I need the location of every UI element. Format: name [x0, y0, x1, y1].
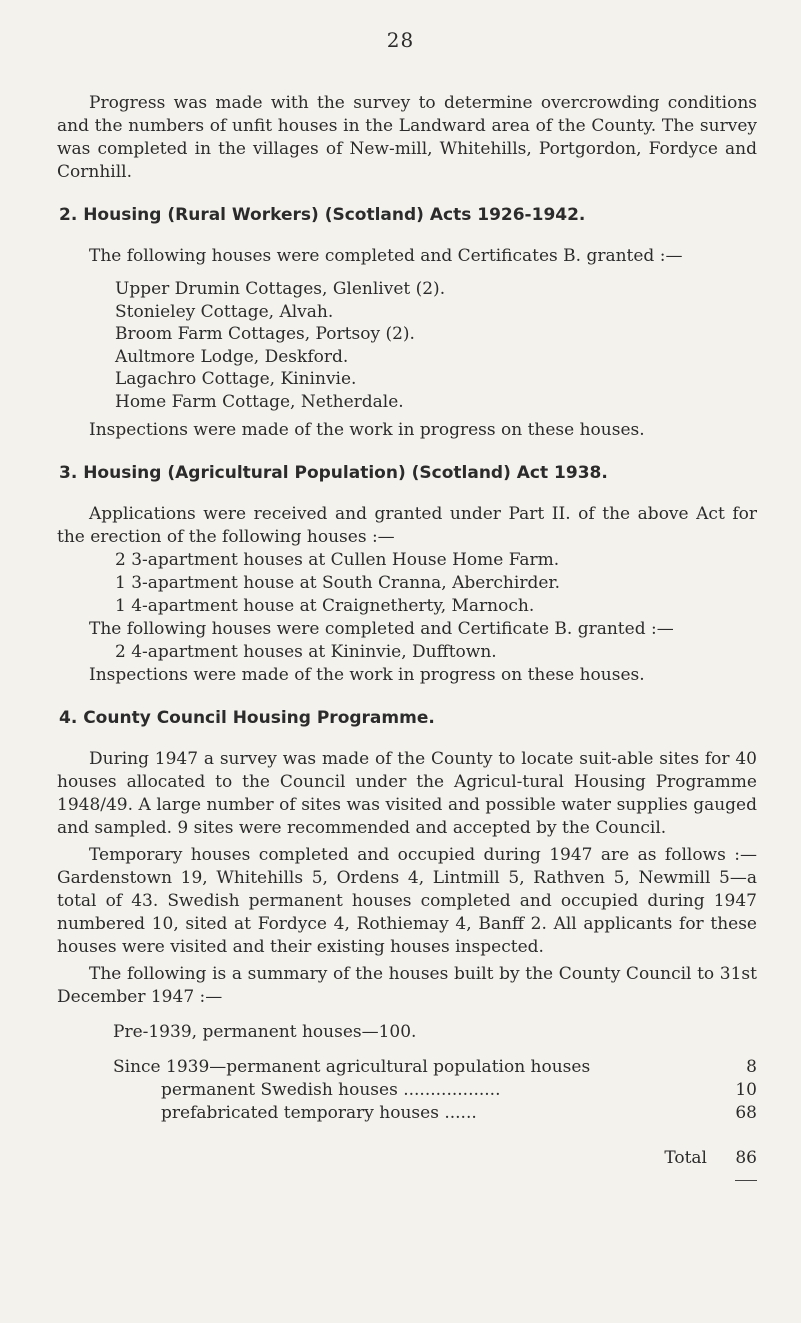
- section-4-heading: 4. County Council Housing Programme.: [59, 708, 435, 728]
- summary-value: 10: [735, 1080, 757, 1100]
- section-3-completed-intro: The following houses were completed and Certificate B. granted :—: [89, 619, 674, 639]
- page-content: [57, 92, 757, 1181]
- section-4-paragraph-3: The following is a summary of the houses built by the County Council to 31st December 1947 :—: [57, 964, 757, 1007]
- summary-row-swedish: [113, 1079, 757, 1102]
- list-item: Upper Drumin Cottages, Glenlivet (2).: [115, 279, 446, 299]
- summary-value: 8: [746, 1057, 757, 1077]
- section-2-heading: 2. Housing (Rural Workers) (Scotland) Acts 1926-1942.: [59, 205, 586, 225]
- summary-label: permanent Swedish houses ..................: [161, 1080, 501, 1100]
- summary-pre1939: Pre-1939, permanent houses—100.: [113, 1022, 417, 1042]
- summary-value: 68: [735, 1103, 757, 1123]
- page-number: 28: [386, 28, 415, 52]
- summary-label: prefabricated temporary houses ......: [161, 1103, 477, 1123]
- section-3-completed-list: [115, 641, 757, 664]
- list-item: Aultmore Lodge, Deskford.: [115, 346, 349, 367]
- section-2-closing: Inspections were made of the work in progress on these houses.: [89, 420, 645, 440]
- section-4-paragraph-1: During 1947 a survey was made of the County to locate suit-able sites for 40 houses allocated to the Council under the Agricul-tural Housing Programme 1948/49. A large number of sites was visited and possible water supplies gauged and sampled. 9 sites were recommended and accepted by the Council.: [57, 749, 757, 838]
- list-item: Broom Farm Cottages, Portsoy (2).: [115, 324, 415, 344]
- list-item: 1 4-apartment house at Craignetherty, Marnoch.: [115, 596, 535, 616]
- section-3-intro: Applications were received and granted under Part II. of the above Act for the erection of the following houses :—: [57, 504, 757, 547]
- section-2-house-list: [115, 278, 757, 413]
- total-value: 86: [735, 1148, 757, 1168]
- total-label: Total: [664, 1148, 707, 1168]
- section-2-intro: The following houses were completed and Certificates B. granted :—: [89, 246, 683, 266]
- section-4-paragraph-2: Temporary houses completed and occupied during 1947 are as follows :—Gardenstown 19, Whitehills 5, Ordens 4, Lintmill 5, Rathven 5, Newmill 5—a total of 43. Swedish permanent houses completed and occupied during 1947 numbered 10, sited at Fordyce 4, Rothiemay 4, Banff 2. All applicants for these houses were visited and their existing houses inspected.: [57, 845, 757, 957]
- section-3-application-list: [115, 549, 757, 618]
- summary-row-agricultural: [113, 1056, 757, 1079]
- list-item: Home Farm Cottage, Netherdale.: [115, 391, 404, 412]
- list-item: 1 3-apartment house at South Cranna, Aberchirder.: [115, 573, 561, 593]
- list-item: Lagachro Cottage, Kininvie.: [115, 369, 357, 389]
- intro-paragraph: Progress was made with the survey to determine overcrowding conditions and the numbers of unfit houses in the Landward area of the County. The survey was completed in the villages of New-mill, Whitehills, Portgordon, Fordyce and Cornhill.: [57, 93, 757, 182]
- list-item: 2 3-apartment houses at Cullen House Home Farm.: [115, 550, 560, 570]
- summary-total-row: [113, 1147, 757, 1170]
- housing-summary: [113, 1021, 757, 1181]
- section-3-heading: 3. Housing (Agricultural Population) (Scotland) Act 1938.: [59, 463, 608, 483]
- list-item: Stonieley Cottage, Alvah.: [115, 301, 334, 322]
- summary-label: Since 1939—permanent agricultural population houses: [113, 1057, 591, 1077]
- total-underline: [735, 1180, 757, 1181]
- section-3-closing: Inspections were made of the work in progress on these houses.: [89, 665, 645, 685]
- summary-row-prefabricated: [113, 1102, 757, 1125]
- list-item: 2 4-apartment houses at Kininvie, Dufftown.: [115, 642, 497, 662]
